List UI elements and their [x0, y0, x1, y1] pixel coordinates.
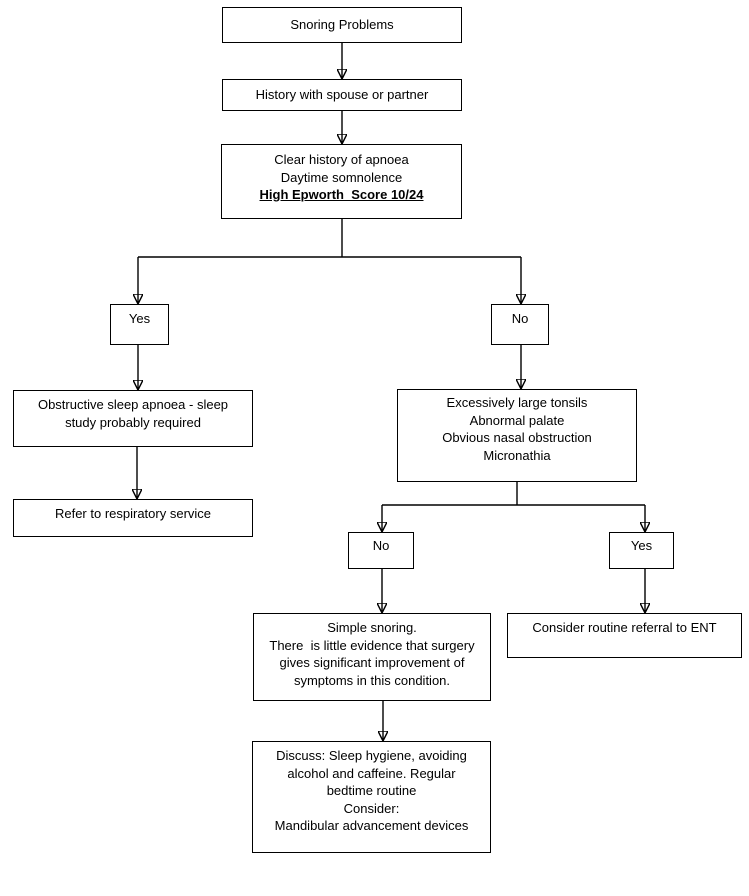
- node-label-line: Clear history of apnoea: [274, 152, 409, 167]
- node-history-spouse-partner: [222, 79, 462, 111]
- node-label: Snoring Problems: [290, 17, 394, 32]
- node-examination-findings: [397, 389, 637, 482]
- branch-trunk-1: [138, 219, 521, 257]
- node-label-line: Daytime somnolence: [280, 169, 403, 185]
- node-label: No: [372, 538, 390, 553]
- node-label-line: Micronathia: [483, 447, 551, 463]
- node-label: No: [511, 311, 529, 326]
- node-label-line: Abnormal palate: [469, 412, 565, 428]
- node-label-line: Consider:: [343, 800, 400, 816]
- node-label-line: Excessively large tonsils: [446, 395, 588, 410]
- node-label: History with spouse or partner: [255, 87, 429, 102]
- node-branch-no-apnoea: [491, 304, 549, 345]
- node-label-line: alcohol and caffeine. Regular: [287, 765, 456, 781]
- node-label-line: bedtime routine: [326, 783, 417, 798]
- node-label-line: symptoms in this condition.: [293, 672, 451, 688]
- node-branch-no-exam: [348, 532, 414, 569]
- node-label: Refer to respiratory service: [54, 506, 212, 521]
- node-label-line: Simple snoring.: [327, 620, 417, 635]
- node-refer-respiratory-service: [13, 499, 253, 537]
- node-label-line: study probably required: [65, 414, 201, 430]
- node-label-line: Mandibular advancement devices: [274, 818, 469, 833]
- node-branch-yes-apnoea: [110, 304, 169, 345]
- node-label-line: Obvious nasal obstruction: [442, 430, 592, 445]
- node-ent-referral: [507, 613, 742, 658]
- node-label-line: gives significant improvement of: [279, 655, 465, 670]
- node-label: Consider routine referral to ENT: [532, 620, 717, 635]
- node-label-line: Discuss: Sleep hygiene, avoiding: [276, 748, 467, 763]
- branch-trunk-2: [382, 482, 645, 505]
- node-label: Yes: [630, 538, 653, 553]
- node-label: Yes: [128, 311, 151, 326]
- node-label-line: Obstructive sleep apnoea - sleep: [37, 397, 229, 412]
- node-label-line: There is little evidence that surgery: [269, 637, 475, 653]
- node-obstructive-sleep-apnoea: [13, 390, 253, 447]
- node-branch-yes-exam: [609, 532, 674, 569]
- node-simple-snoring: [253, 613, 491, 701]
- node-discuss-sleep-hygiene: [252, 741, 491, 853]
- node-snoring-problems: [222, 7, 462, 43]
- node-apnoea-assessment: [221, 144, 462, 219]
- node-label-epworth-score: High Epworth Score 10/24: [259, 187, 424, 202]
